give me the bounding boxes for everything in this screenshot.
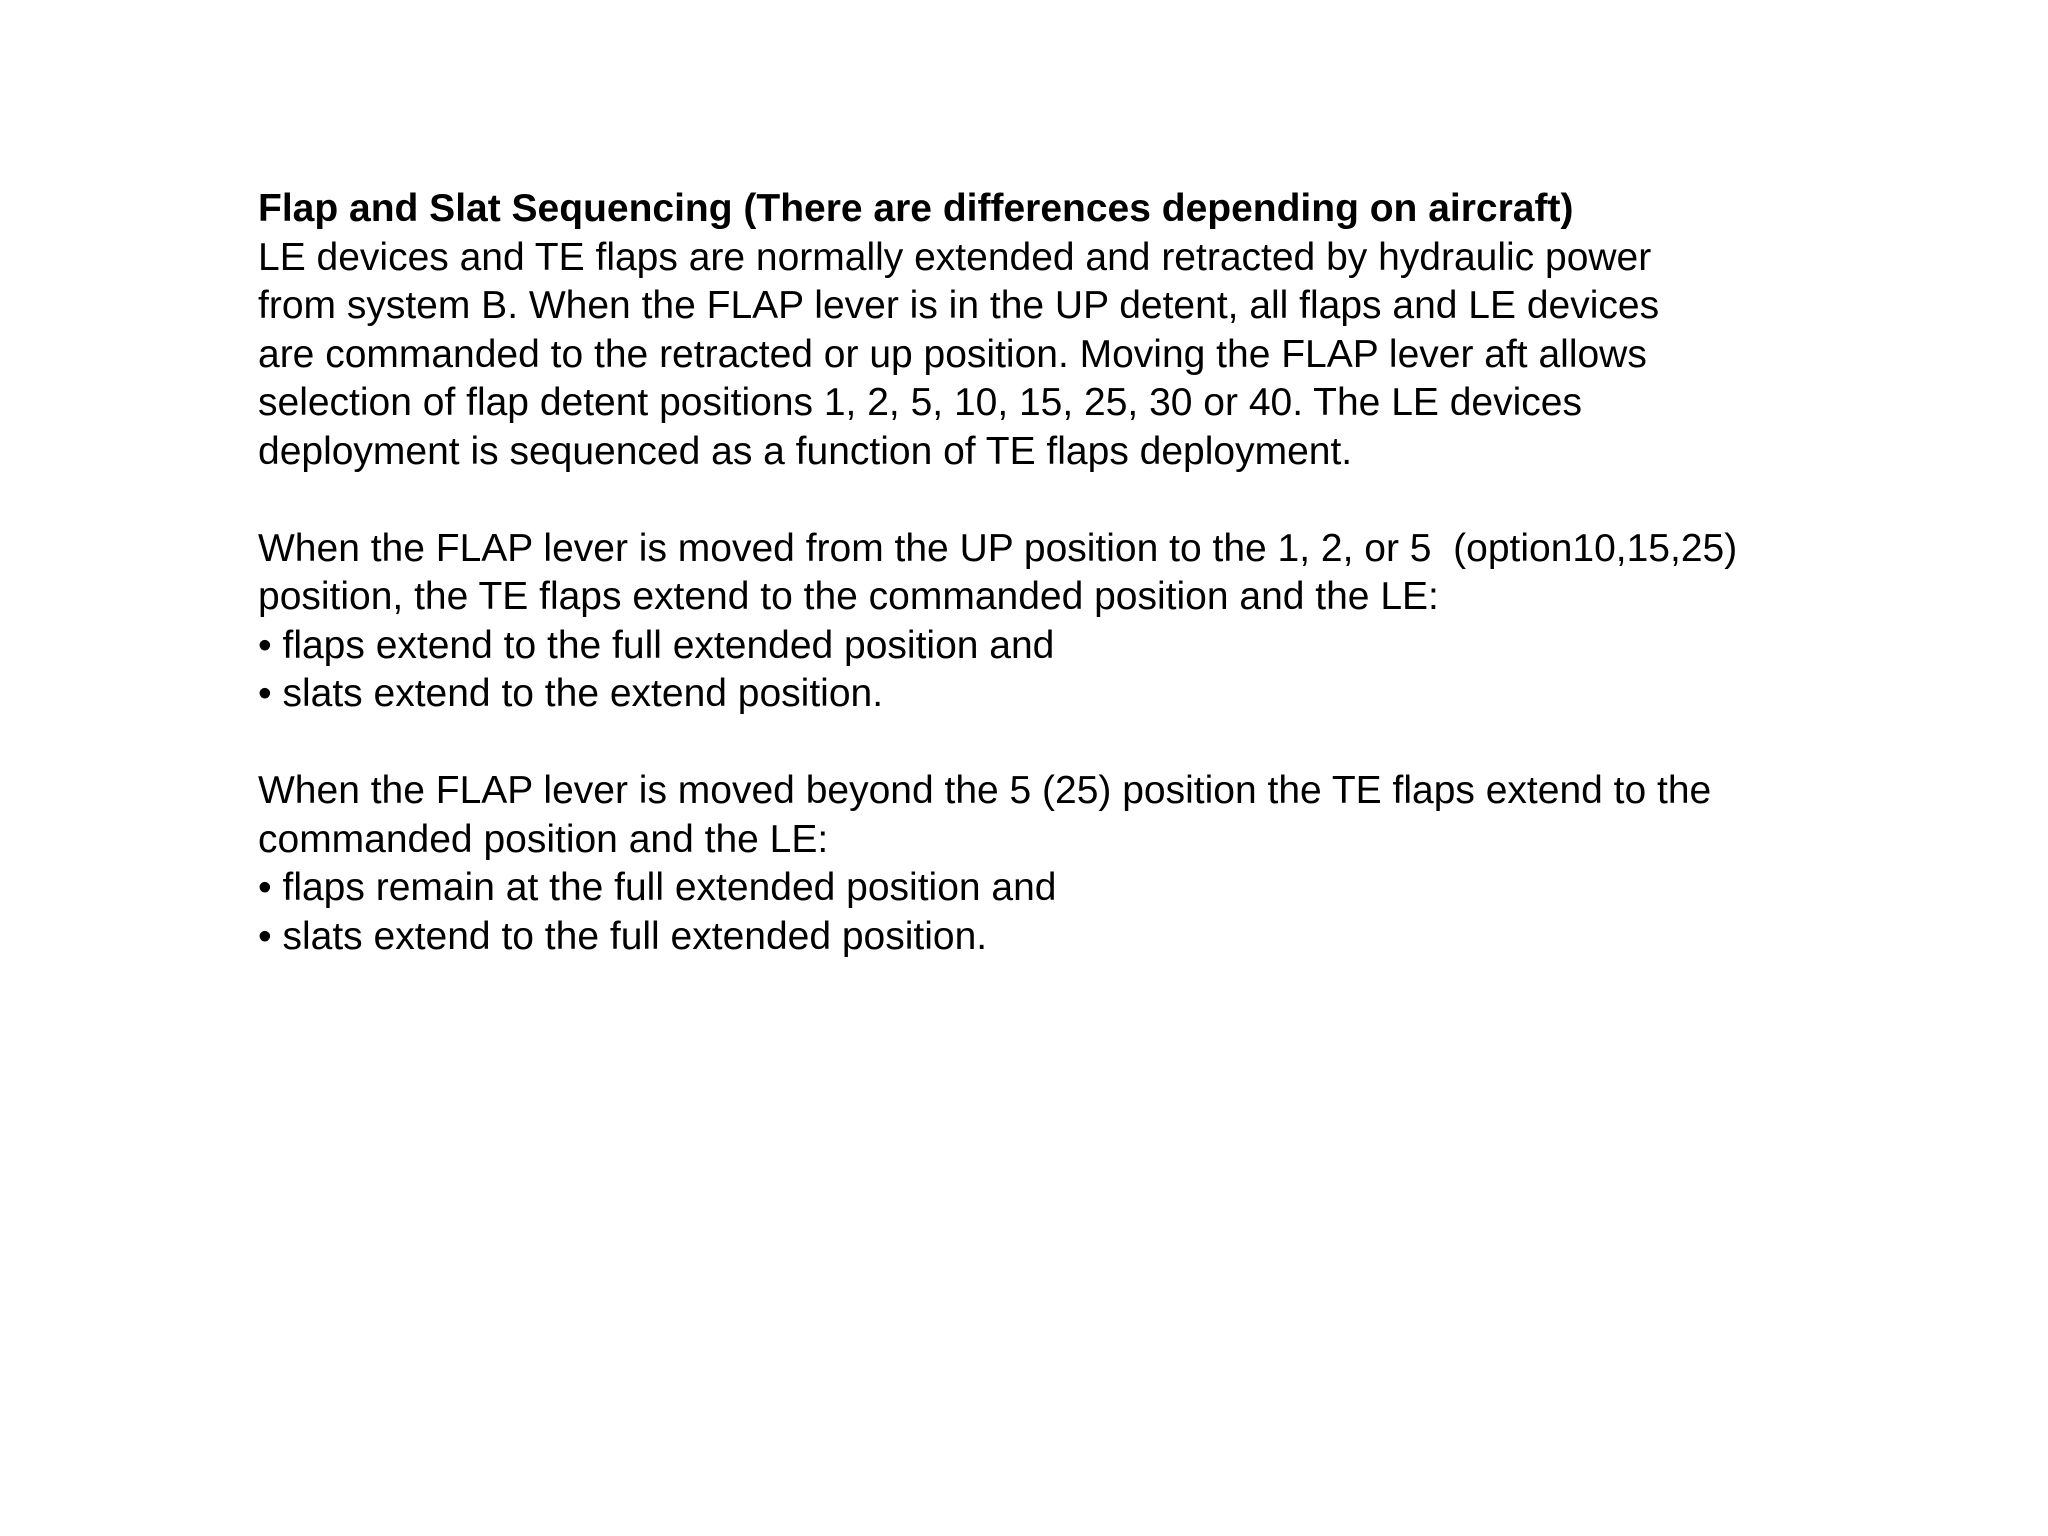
text-body bbox=[258, 185, 1818, 961]
paragraph-3-line: When the FLAP lever is moved beyond the 5 (25) position the TE flaps extend to the bbox=[258, 769, 1712, 812]
paragraph-spacer bbox=[258, 476, 1818, 525]
paragraph-1-line: deployment is sequenced as a function of TE flaps deployment. bbox=[258, 429, 1353, 473]
paragraph-spacer bbox=[258, 719, 1818, 768]
paragraph-1-line: selection of flap detent positions 1, 2, 5, 10, 15, 25, 30 or 40. The LE devices bbox=[258, 381, 1582, 424]
bullet-item: • flaps remain at the full extended position and bbox=[258, 866, 1057, 909]
paragraph-2-line: position, the TE flaps extend to the commanded position and the LE: bbox=[258, 575, 1439, 618]
paragraph-1-line: are commanded to the retracted or up position. Moving the FLAP lever aft allows bbox=[258, 332, 1647, 376]
bullet-item: • flaps extend to the full extended position and bbox=[258, 623, 1055, 667]
bullet-item: • slats extend to the full extended position. bbox=[258, 914, 988, 958]
paragraph-3-line: commanded position and the LE: bbox=[258, 817, 829, 861]
paragraph-1-line: LE devices and TE flaps are normally extended and retracted by hydraulic power bbox=[258, 235, 1652, 279]
paragraph-2-line: When the FLAP lever is moved from the UP position to the 1, 2, or 5 (option10,15,25) bbox=[258, 526, 1738, 570]
paragraph-1-line: from system B. When the FLAP lever is in the UP detent, all flaps and LE devices bbox=[258, 284, 1660, 327]
bullet-item: • slats extend to the extend position. bbox=[258, 672, 884, 715]
section-title: Flap and Slat Sequencing (There are differences depending on aircraft) bbox=[258, 187, 1574, 230]
